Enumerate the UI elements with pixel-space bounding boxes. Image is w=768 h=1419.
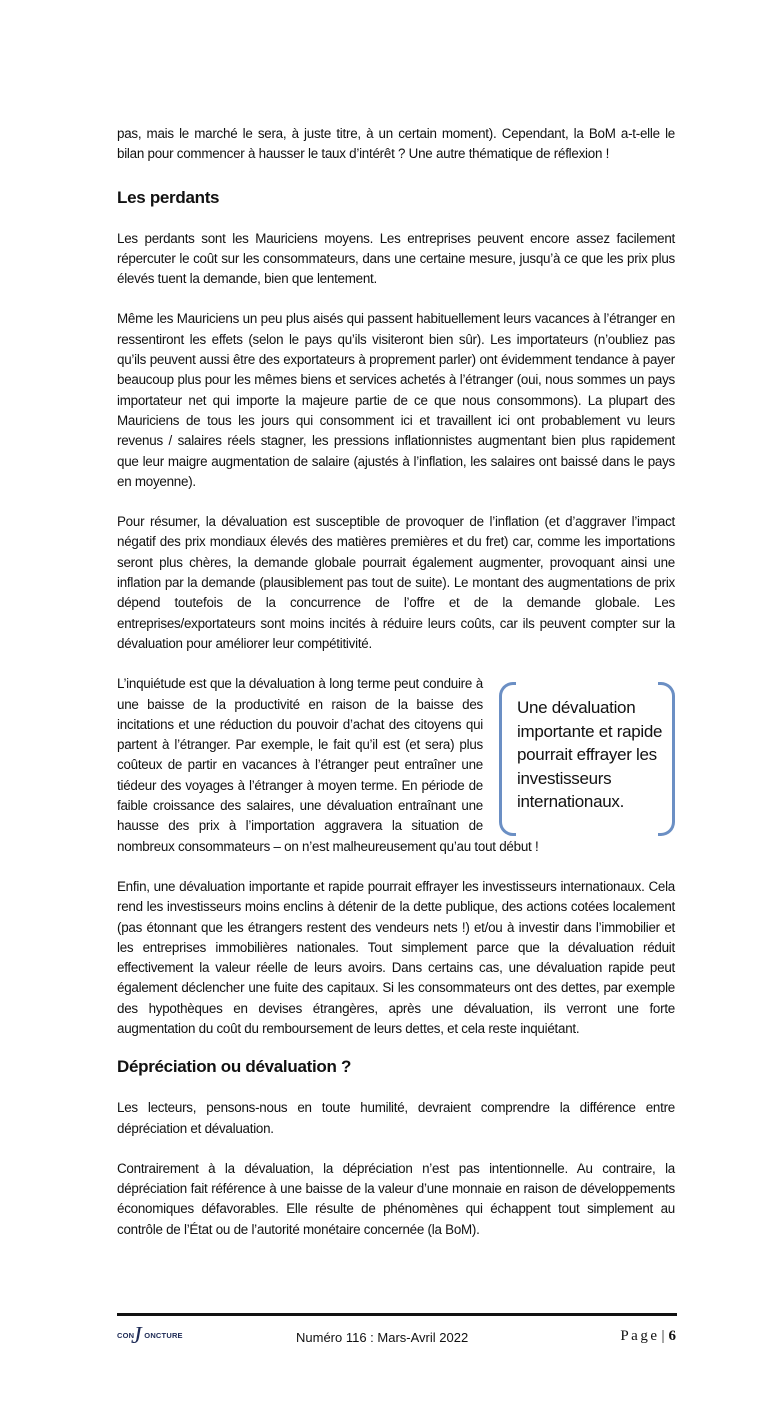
paragraph-perdants-4: L’inquiétude est que la dévaluation à long terme peut conduire à une baisse de la productivité en raison de la baisse des incitations et une réduction du pouvoir d’achat des citoyens qui partent à l’étranger. Par exemple, le fait qu’il est (et sera) plus coûteux de partir en vacances à l’étranger peut entraîner une tiédeur des voyages à l’étranger à moyen terme. En période de faible croissance des salaires, une dévaluation entraînant une hausse des prix à l’importation aggravera la situation de nombreux consommateurs – on n’est malheureusement qu’au tout début ! [117, 676, 539, 854]
paragraph-perdants-1: Les perdants sont les Mauriciens moyens. Les entreprises peuvent encore assez facilement répercuter le coût sur les consommateurs, dans une certaine mesure, jusqu’à ce que les prix plus élevés tuent la demande, bien que lentement. [117, 230, 675, 287]
paragraph-perdants-5: Enfin, une dévaluation importante et rapide pourrait effrayer les investisseurs internationaux. Cela rend les investisseurs moins enclins à détenir de la dette publique, des actions cotées localement (pas étonnant que les étrangers restent des vendeurs nets !) et/ou à investir dans l’immobilier et les entreprises immobilières nationales. Tout simplement parce que la dévaluation réduit effectivement la valeur réelle de leurs avoirs. Dans certains cas, une dévaluation rapide peut également déclencher une fuite des capitaux. Si les consommateurs ont des dettes, par exemple des hypothèques en devises étrangères, après une dévaluation, ils verront une forte augmentation du coût du remboursement de leurs dettes, et cela reste inquiétant. [117, 878, 675, 1036]
paragraph-depreciation-2: Contrairement à la dévaluation, la dépréciation n’est pas intentionnelle. Au contraire, la dépréciation fait référence à une baisse de la valeur d’une monnaie en raison de développements économiques défavorables. Elle résulte de phénomènes qui échappent tout simplement au contrôle de l’État ou de l’autorité monétaire concernée (la BoM). [117, 1160, 675, 1237]
paragraph-perdants-2: Même les Mauriciens un peu plus aisés qui passent habituellement leurs vacances à l’étranger en ressentiront les effets (selon le pays qu’ils visiteront bien sûr). Les importateurs (n’oubliez pas qu’ils peuvent aussi être des exportateurs à proprement parler) ont évidemment tendance à payer beaucoup plus pour les mêmes biens et services achetés à l’étranger (oui, nous sommes un pays importateur net qui importe la majeure partie de ce que nous consommons). La plupart des Mauriciens de tous les jours qui consomment ici et travaillent ici ont probablement vu leurs revenus / salaires réels stagner, les pressions inflationnistes augmentant bien plus rapidement que leur maigre augmentation de salaire (ajustés à l’inflation, les salaires ont baissé dans le pays en moyenne). [117, 311, 675, 489]
conjoncture-logo [117, 1325, 197, 1355]
page-label: Page [620, 1328, 660, 1344]
paragraph-perdants-3: Pour résumer, la dévaluation est susceptible de provoquer de l’inflation (et d’aggraver l’impact négatif des prix mondiaux élevés des matières premières et du fret) car, comme les importations seront plus chères, la demande globale pourrait également augmenter, provoquant ainsi une inflation par la demande (plausiblement pas tout de suite). Le montant des augmentations de prix dépend toutefois de la concurrence de l’offre et de la demande globale. Les entreprises/exportateurs sont moins incités à réduire leurs coûts, car ils peuvent compter sur la dévaluation pour améliorer leur compétitivité. [117, 514, 675, 651]
page-separator: | [661, 1328, 665, 1344]
page-number [620, 1328, 676, 1345]
section-heading-depreciation: Dépréciation ou dévaluation ? [117, 1057, 352, 1077]
pull-quote-left-bracket [499, 682, 516, 836]
page-number-value: 6 [668, 1328, 676, 1344]
section-heading-perdants: Les perdants [117, 187, 220, 207]
paragraph-with-pull-quote [117, 674, 675, 857]
pull-quote-text: Une dévaluation importante et rapide pourrait effrayer les investisseurs internationaux. [517, 698, 663, 812]
article-body [117, 124, 675, 1240]
pull-quote [499, 682, 675, 830]
logo-swash: J [131, 1323, 142, 1349]
paragraph-depreciation-1: Les lecteurs, pensons-nous en toute humilité, devraient comprendre la différence entre dépréciation et dévaluation. [117, 1100, 675, 1136]
footer-rule [117, 1313, 677, 1316]
logo-text: CON ONCTURE [117, 1331, 183, 1340]
issue-label: Numéro 116 : Mars-Avril 2022 [296, 1330, 469, 1345]
paragraph-intro: pas, mais le marché le sera, à juste titre, à un certain moment). Cependant, la BoM a-t-elle le bilan pour commencer à hausser le taux d’intérêt ? Une autre thématique de réflexion ! [117, 126, 675, 162]
